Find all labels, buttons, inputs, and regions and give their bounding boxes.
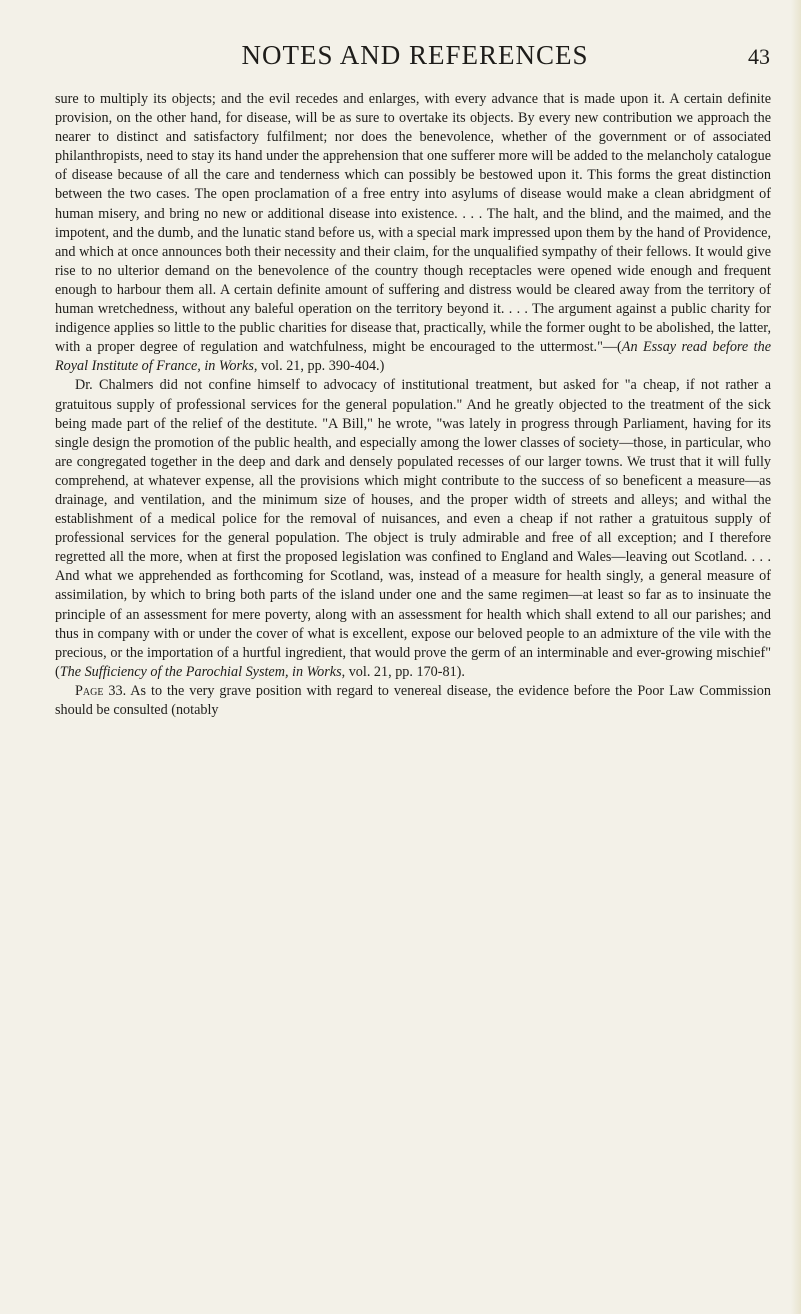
paragraph-quote-continuation xyxy=(55,90,771,376)
citation-title: An Essay read before the Royal Institute of France, in Works xyxy=(55,339,771,375)
paragraph-text: sure to multiply its objects; and the evil recedes and enlarges, with every advance that is made upon it. A certain definite provision, on the other hand, for disease, will be as sure to overtake its objects. By every new contribution we approach the nearer to distinct and satisfactory fulfilment; nor does the benevolence, whether of the government or of associated philanthropists, need to stay its hand under the apprehension that one sufferer more will be added to the melancholy catalogue of disease because of all the care and tenderness which can possibly be bestowed upon it. This forms the great distinction between the two cases. The open proclamation of a free entry into asylums of disease would make a clean abridgment of human misery, and bring no new or additional disease into existence. . . . The halt, and the blind, and the maimed, and the impotent, and the dumb, and the lunatic stand before us, with a special mark impressed upon them by the hand of Providence, and which at once announces both their necessity and their claim, for the unqualified sympathy of their fellows. It would give rise to no ulterior demand on the benevolence of the country though receptacles were opened wide enough and frequent enough to harbour them all. A certain definite amount of suffering and distress would be cleared away from the territory of human wretchedness, without any baleful operation on the territory beyond it. . . . The argument against a public charity for indigence applies so little to the public charities for disease that, practically, while the former ought to be abolished, the latter, with a proper degree of regulation and watchfulness, might be encouraged to the uttermost."—( xyxy=(55,91,771,356)
page-edge-shading xyxy=(791,0,801,1314)
paragraph-page-33-note xyxy=(55,682,771,720)
running-head: NOTES AND REFERENCES xyxy=(241,40,589,70)
citation-detail: , vol. 21, pp. 390-404.) xyxy=(253,358,385,375)
paragraph-text: 33. As to the very grave position with regard to venereal disease, the evidence before the Poor Law Commission should be consulted (notably xyxy=(55,682,771,718)
citation-title: The Sufficiency of the Parochial System, in Works xyxy=(59,663,342,680)
citation-detail: , vol. 21, pp. 170-81). xyxy=(341,663,465,680)
page-label: Page xyxy=(75,682,104,699)
page-header xyxy=(60,40,770,80)
body-text xyxy=(55,90,771,720)
paragraph-chalmers xyxy=(55,376,771,682)
paragraph-text: Dr. Chalmers did not confine himself to advocacy of institutional treatment, but asked for "a cheap, if not rather a gratuitous supply of professional services for the general population." And he greatly objected to the treatment of the sick being made part of the relief of the destitute. "A Bill," he wrote, "was lately in progress through Parliament, having for its single design the promotion of the public health, and especially among the lower classes of society—those, in particular, who are congregated together in the deep and dark and densely populated recesses of our larger towns. We trust that it will fully comprehend, at whatever expense, all the provisions which might contribute to the success of so beneficent a measure—as drainage, and ventilation, and the minimum size of houses, and the proper width of streets and alleys; and withal the establishment of a medical police for the removal of nuisances, and even a cheap if not rather a gratuitous supply of professional services for the general population. The object is truly admirable and free of all exception; and I therefore regretted all the more, when at first the proposed legislation was confined to England and Wales—leaving out Scotland. . . . And what we apprehended as forthcoming for Scotland, was, instead of a measure for health singly, a general measure of assimilation, by which to bring both parts of the island under one and the same regimen—at least so far as to insinuate the principle of an assessment for mere poverty, along with an assessment for health which shall extend to all our parishes; and thus in company with or under the cover of what is excellent, expose our beloved people to an admixture of the vile with the precious, or the importation of a hurtful ingredient, that would prove the germ of an interminable and ever-growing mischief" ( xyxy=(55,377,771,680)
page-number: 43 xyxy=(748,44,770,69)
